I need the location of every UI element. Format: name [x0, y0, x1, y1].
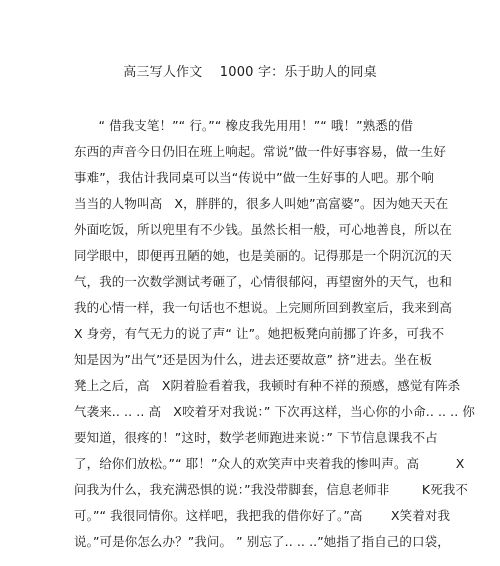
- text-line: 要知道，很疼的！”这时，数学老师跑进来说：” 下节信息课我不占: [74, 430, 438, 445]
- text-line: 说。”可是你怎么办？”我问。 ” 别忘了.. .. ..”她指了指自己的口袋，: [74, 534, 450, 549]
- text-line: 可。”“ 我很同情你。这样吧，我把我的借你好了。”高 X笑着对我: [74, 508, 451, 523]
- text-line: 气袭来.. .. .. 高 X咬着牙对我说：” 下次再这样，当心你的小命.. .. .. 你: [74, 404, 476, 419]
- text-line: 气，我的一次数学测试考砸了，心情很郁闷，再望窗外的天气，也和: [74, 274, 453, 289]
- document-title: 高三写人作文 1000 字：乐于助人的同桌: [123, 65, 377, 80]
- text-line: X 身旁，有气无力的说了声“ 让”。她把板凳向前挪了许多，可我不: [74, 326, 445, 341]
- text-line: 东西的声音今日仍旧在班上响起。常说”做一件好事容易，做一生好: [74, 144, 446, 159]
- text-line: 了，给你们放松。”“ 耶！”众人的欢笑声中夹着我的惨叫声。高 X: [74, 456, 465, 471]
- text-line: “ 借我支笔！”“ 行。”“ 橡皮我先用用！”“ 哦！”熟悉的借: [74, 118, 414, 133]
- text-line: 事难”，我估计我同桌可以当“传说中”做一生好事的人吧。那个响: [74, 170, 434, 185]
- text-line: 外面吃饭，所以兜里有不少钱。虽然长相一般，可心地善良，所以在: [74, 222, 453, 237]
- text-line: 我的心情一样，我一句话也不想说。上完厕所回到教室后，我来到高: [74, 300, 453, 315]
- text-line: 问我为什么，我充满恐惧的说：”我没带脚套，信息老师非 K死我不: [74, 482, 469, 497]
- text-line: 知是因为”出气”还是因为什么，进去还要故意” 挤”进去。坐在板: [74, 352, 432, 367]
- text-line: 当当的人物叫高 X，胖胖的，很多人叫她”高富婆”。因为她天天在: [74, 196, 449, 211]
- text-line: 同学眼中，即便再丑陋的她，也是美丽的。记得那是一个阴沉沉的天: [74, 248, 453, 263]
- text-line: 凳上之后，高 X阴着脸看着我，我顿时有种不祥的预感，感觉有阵杀: [74, 378, 461, 393]
